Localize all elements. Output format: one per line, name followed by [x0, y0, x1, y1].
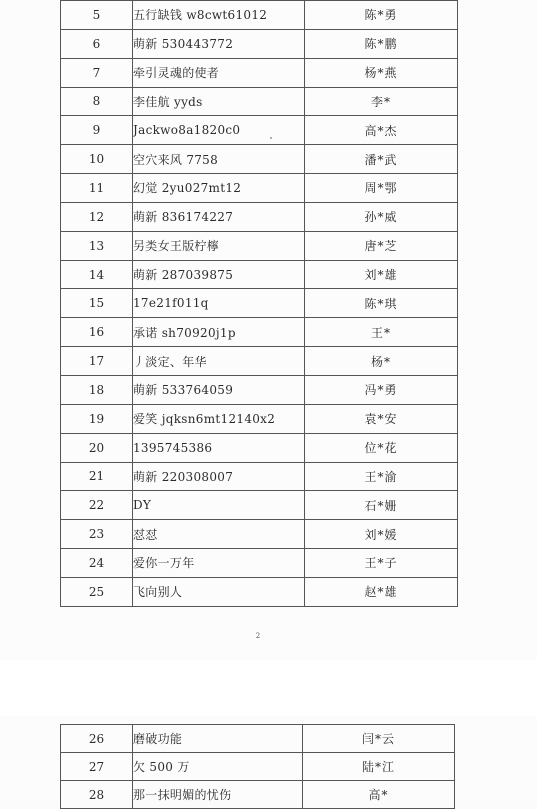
row-number-cell: 23	[61, 520, 133, 549]
table-row	[61, 260, 458, 289]
table-row	[61, 433, 458, 462]
row-number-cell: 10	[61, 145, 133, 174]
name-cell: 李*	[305, 87, 458, 116]
table-body	[61, 725, 455, 809]
table-row	[61, 404, 458, 433]
nickname-cell: 萌新 220308007	[133, 462, 305, 491]
nickname-cell: DY	[133, 491, 305, 520]
nickname-cell: 怼怼	[133, 520, 305, 549]
scan-speck	[270, 137, 272, 139]
table-row	[61, 520, 458, 549]
name-cell: 杨*燕	[305, 58, 458, 87]
nickname-cell: 萌新 530443772	[133, 29, 305, 58]
row-number-cell: 20	[61, 433, 133, 462]
nickname-cell: 爱你一万年	[133, 549, 305, 578]
row-number-cell: 15	[61, 289, 133, 318]
nickname-cell: 五行缺钱 w8cwt61012	[133, 1, 305, 30]
nickname-cell: 那一抹明媚的忧伤	[133, 781, 303, 809]
row-number-cell: 17	[61, 347, 133, 376]
row-number-cell: 16	[61, 318, 133, 347]
nickname-cell: 萌新 836174227	[133, 202, 305, 231]
row-number-cell: 28	[61, 781, 133, 809]
row-number-cell: 27	[61, 753, 133, 781]
row-number-cell: 21	[61, 462, 133, 491]
name-cell: 孙*威	[305, 202, 458, 231]
row-number-cell: 13	[61, 231, 133, 260]
name-cell: 高*	[303, 781, 455, 809]
nickname-cell: 爱笑 jqksn6mt12140x2	[133, 404, 305, 433]
nickname-cell: Jackwo8a1820c0	[133, 116, 305, 145]
nickname-cell: 丿淡定、年华	[133, 347, 305, 376]
table-row	[61, 549, 458, 578]
nickname-cell: 萌新 533764059	[133, 375, 305, 404]
row-number-cell: 14	[61, 260, 133, 289]
name-cell: 王*渝	[305, 462, 458, 491]
table-row	[61, 462, 458, 491]
nickname-cell: 萌新 287039875	[133, 260, 305, 289]
table-row	[61, 87, 458, 116]
row-number-cell: 22	[61, 491, 133, 520]
table-row	[61, 491, 458, 520]
row-number-cell: 6	[61, 29, 133, 58]
row-number-cell: 26	[61, 725, 133, 753]
name-cell: 潘*武	[305, 145, 458, 174]
name-cell: 陆*江	[303, 753, 455, 781]
name-cell: 冯*勇	[305, 375, 458, 404]
name-cell: 石*姗	[305, 491, 458, 520]
name-cell: 刘*媛	[305, 520, 458, 549]
table-row	[61, 231, 458, 260]
row-number-cell: 7	[61, 58, 133, 87]
table-row	[61, 375, 458, 404]
nickname-cell: 磨破功能	[133, 725, 303, 753]
table-row	[61, 725, 455, 753]
row-number-cell: 8	[61, 87, 133, 116]
table-row	[61, 29, 458, 58]
nickname-cell: 牵引灵魂的使者	[133, 58, 305, 87]
table-row	[61, 1, 458, 30]
row-number-cell: 25	[61, 577, 133, 606]
row-number-cell: 9	[61, 116, 133, 145]
nickname-cell: 空穴来风 7758	[133, 145, 305, 174]
nickname-cell: 幻觉 2yu027mt12	[133, 174, 305, 203]
name-cell: 刘*雄	[305, 260, 458, 289]
table-row	[61, 577, 458, 606]
table-row	[61, 145, 458, 174]
row-number-cell: 5	[61, 1, 133, 30]
nickname-cell: 李佳航 yyds	[133, 87, 305, 116]
nickname-table-page-2	[60, 0, 458, 607]
table-row	[61, 202, 458, 231]
name-cell: 陈*勇	[305, 1, 458, 30]
table-row	[61, 753, 455, 781]
name-cell: 袁*安	[305, 404, 458, 433]
nickname-cell: 欠 500 万	[133, 753, 303, 781]
table-row	[61, 116, 458, 145]
row-number-cell: 24	[61, 549, 133, 578]
name-cell: 陈*琪	[305, 289, 458, 318]
nickname-table-page-3	[60, 724, 455, 809]
table-row	[61, 318, 458, 347]
nickname-cell: 17e21f011q	[133, 289, 305, 318]
table-row	[61, 347, 458, 376]
row-number-cell: 11	[61, 174, 133, 203]
nickname-cell: 飞向别人	[133, 577, 305, 606]
table-row	[61, 58, 458, 87]
name-cell: 王*	[305, 318, 458, 347]
table-row	[61, 289, 458, 318]
table-row	[61, 781, 455, 809]
table-body	[61, 1, 458, 607]
nickname-cell: 承诺 sh70920j1p	[133, 318, 305, 347]
row-number-cell: 18	[61, 375, 133, 404]
name-cell: 高*杰	[305, 116, 458, 145]
name-cell: 周*鄂	[305, 174, 458, 203]
page-gap	[0, 660, 537, 716]
name-cell: 位*花	[305, 433, 458, 462]
row-number-cell: 12	[61, 202, 133, 231]
nickname-cell: 另类女王版柠檸	[133, 231, 305, 260]
nickname-cell: 1395745386	[133, 433, 305, 462]
table-row	[61, 174, 458, 203]
name-cell: 陈*鹏	[305, 29, 458, 58]
name-cell: 闫*云	[303, 725, 455, 753]
name-cell: 唐*芝	[305, 231, 458, 260]
row-number-cell: 19	[61, 404, 133, 433]
page-number: 2	[255, 632, 261, 640]
name-cell: 王*子	[305, 549, 458, 578]
name-cell: 杨*	[305, 347, 458, 376]
name-cell: 赵*雄	[305, 577, 458, 606]
